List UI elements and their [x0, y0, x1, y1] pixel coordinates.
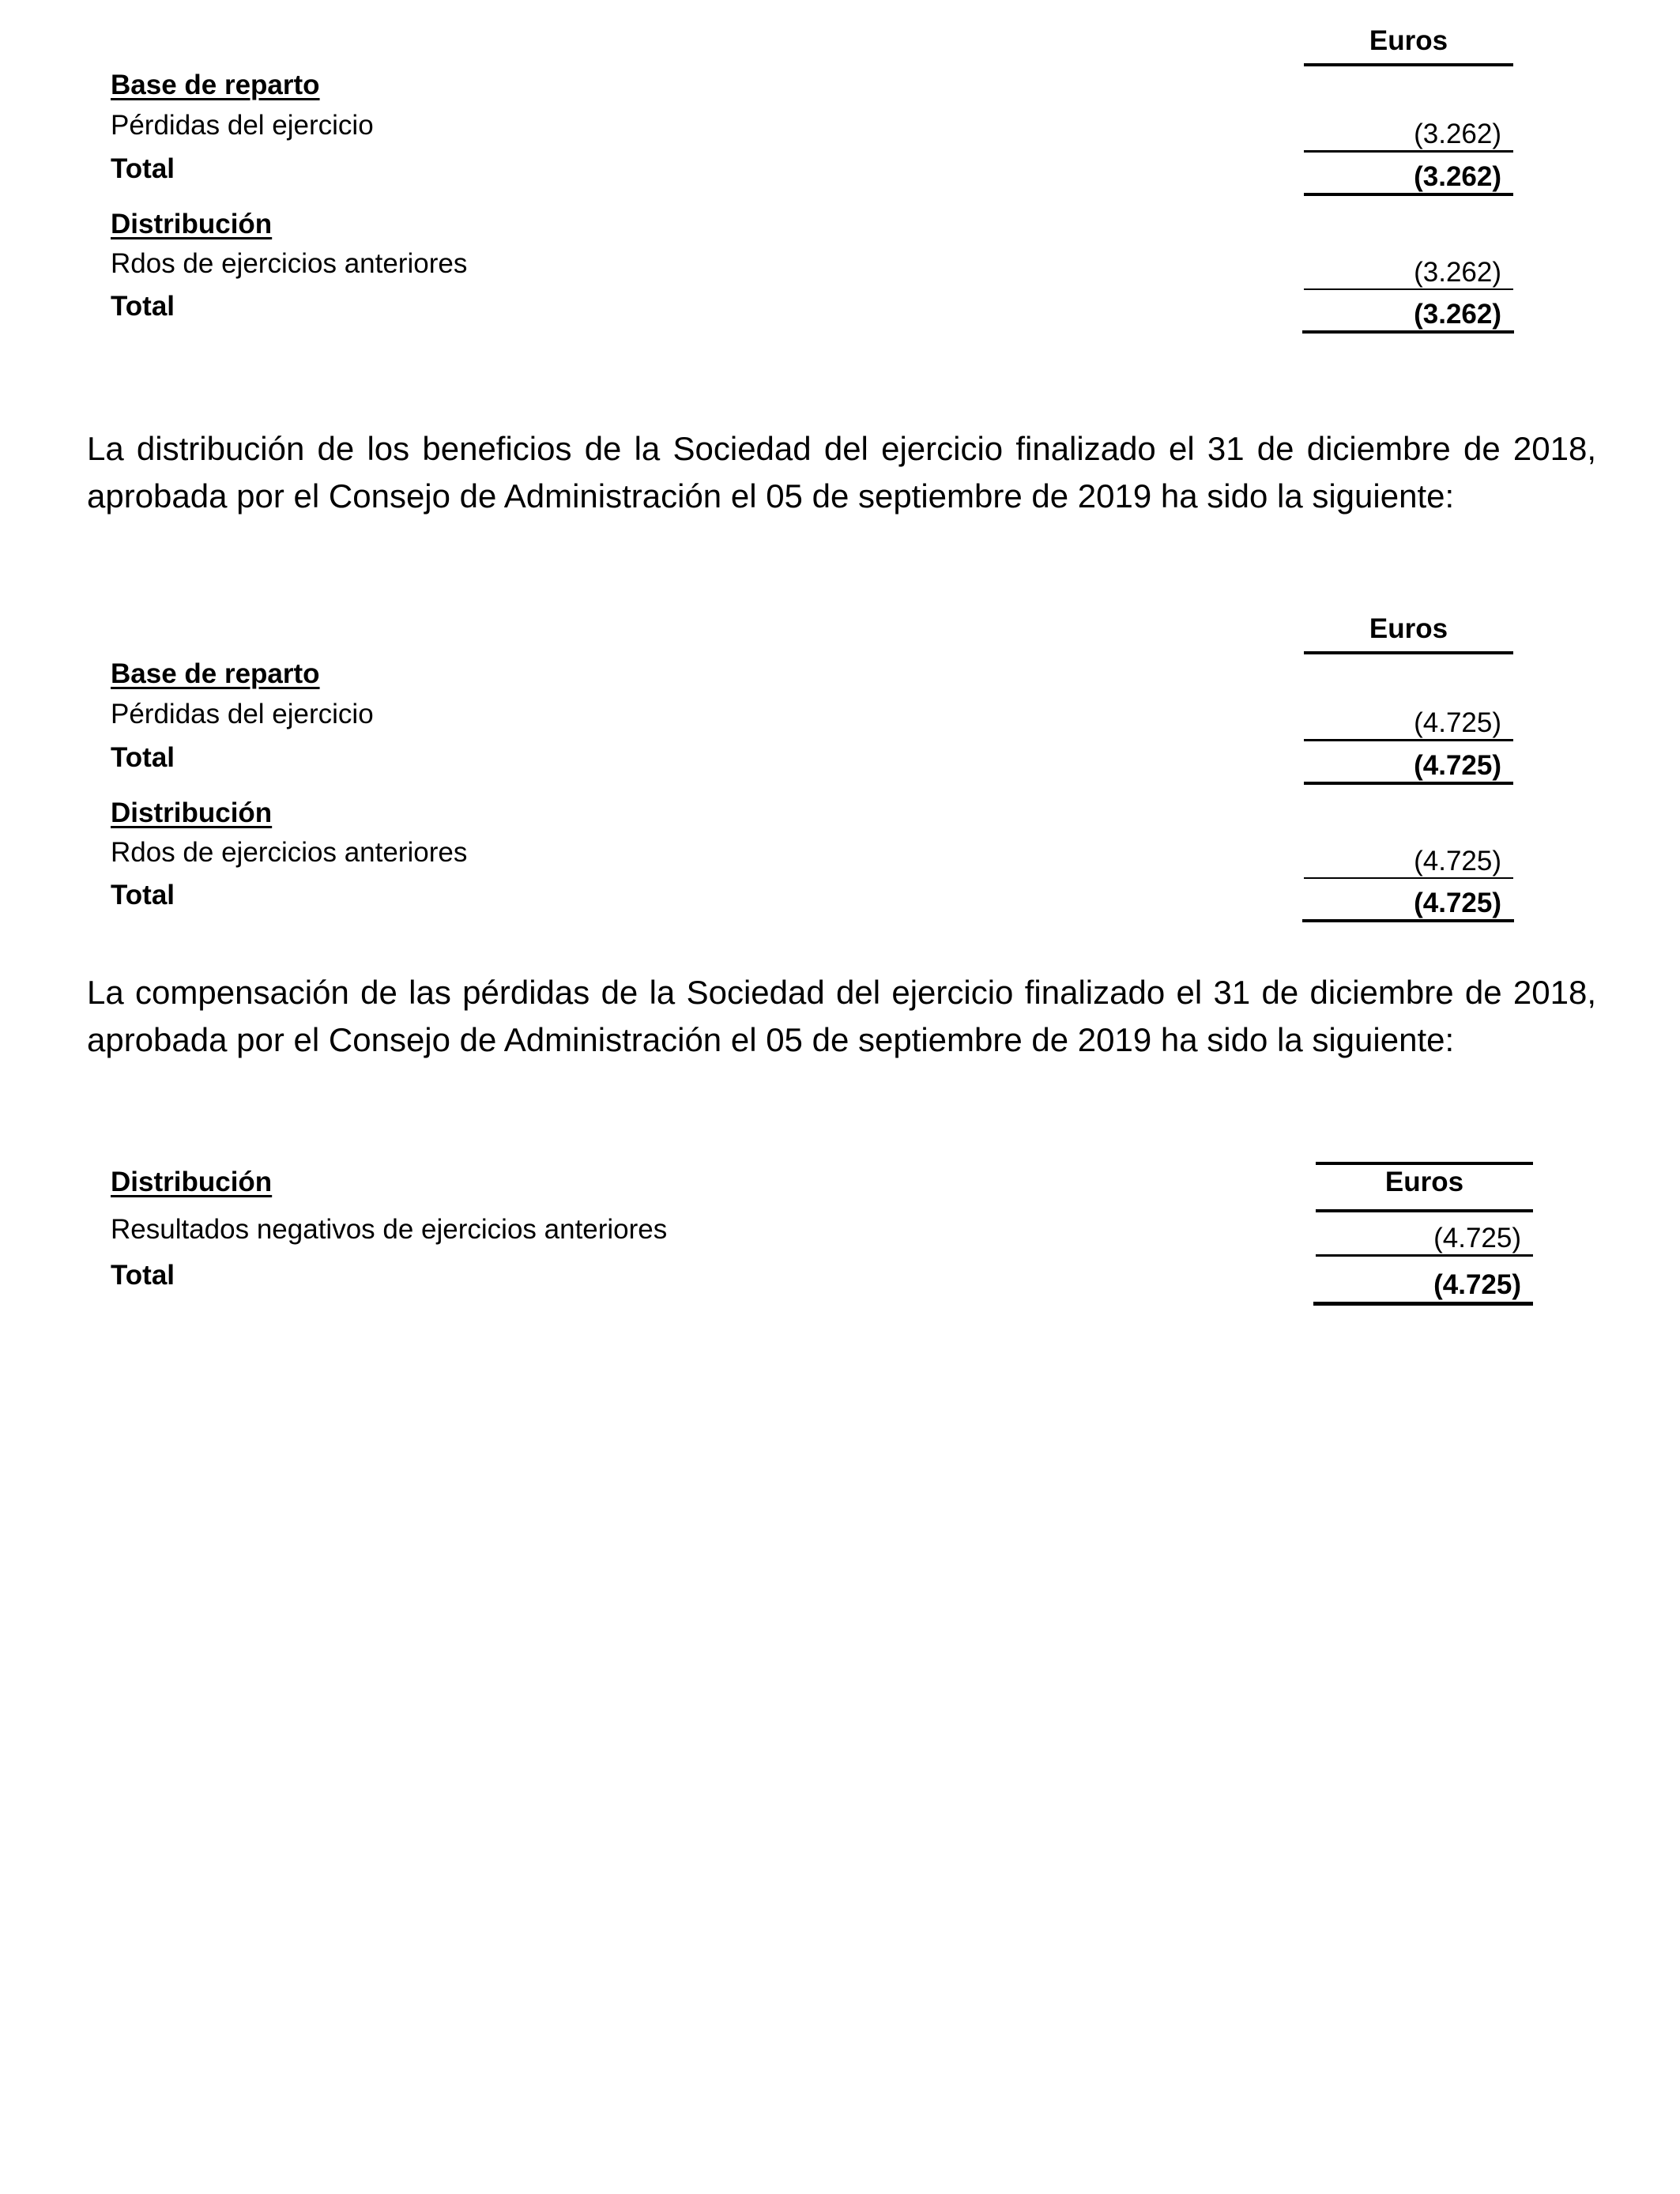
- row-value: (4.725): [1414, 707, 1501, 738]
- row-value: (4.725): [1433, 1223, 1521, 1253]
- row-rule: [1304, 739, 1513, 741]
- row-label: Resultados negativos de ejercicios anteriores: [111, 1214, 668, 1245]
- row-rule: [1304, 150, 1513, 153]
- total-label: Total: [111, 1260, 175, 1291]
- row-rule: [1304, 877, 1513, 879]
- total-label: Total: [111, 880, 175, 910]
- total-label: Total: [111, 742, 175, 773]
- section-heading: Base de reparto: [111, 658, 320, 689]
- body-paragraph: La distribución de los beneficios de la Sociedad del ejercicio finalizado el 31 de diciembre de 2018, aprobada por el Consejo de Administración el 05 de septiembre de 2019 ha sido la siguiente:: [87, 430, 1596, 515]
- total-value: (3.262): [1414, 161, 1501, 192]
- row-rule: [1304, 288, 1513, 290]
- total-rule: [1302, 919, 1514, 922]
- currency-header: Euros: [1384, 1167, 1464, 1197]
- row-label: Pérdidas del ejercicio: [111, 110, 374, 141]
- row-value: (3.262): [1414, 257, 1501, 288]
- section-heading: Distribución: [111, 1167, 273, 1197]
- section-heading: Base de reparto: [111, 70, 320, 100]
- total-label: Total: [111, 153, 175, 184]
- row-label: Rdos de ejercicios anteriores: [111, 248, 468, 279]
- header-rule: [1316, 1209, 1533, 1212]
- header-top-rule: [1316, 1162, 1533, 1165]
- total-value: (4.725): [1433, 1269, 1521, 1300]
- section-heading: Distribución: [111, 797, 273, 828]
- currency-header: Euros: [1369, 613, 1448, 644]
- header-rule: [1304, 63, 1513, 66]
- row-value: (3.262): [1414, 119, 1501, 149]
- row-value: (4.725): [1414, 846, 1501, 876]
- body-paragraph: La compensación de las pérdidas de la Sociedad del ejercicio finalizado el 31 de diciembre de 2018, aprobada por el Consejo de Administración el 05 de septiembre de 2019 ha sido la siguiente:: [87, 974, 1596, 1058]
- total-value: (4.725): [1414, 888, 1501, 918]
- section-heading: Distribución: [111, 209, 273, 239]
- total-label: Total: [111, 291, 175, 322]
- total-rule: [1313, 1302, 1533, 1306]
- total-rule: [1304, 782, 1513, 785]
- total-value: (4.725): [1414, 750, 1501, 781]
- row-rule: [1316, 1254, 1533, 1257]
- row-label: Pérdidas del ejercicio: [111, 699, 374, 729]
- total-rule: [1302, 330, 1514, 334]
- currency-header: Euros: [1369, 25, 1448, 56]
- total-value: (3.262): [1414, 299, 1501, 330]
- row-label: Rdos de ejercicios anteriores: [111, 837, 468, 868]
- total-rule: [1304, 193, 1513, 196]
- header-rule: [1304, 651, 1513, 654]
